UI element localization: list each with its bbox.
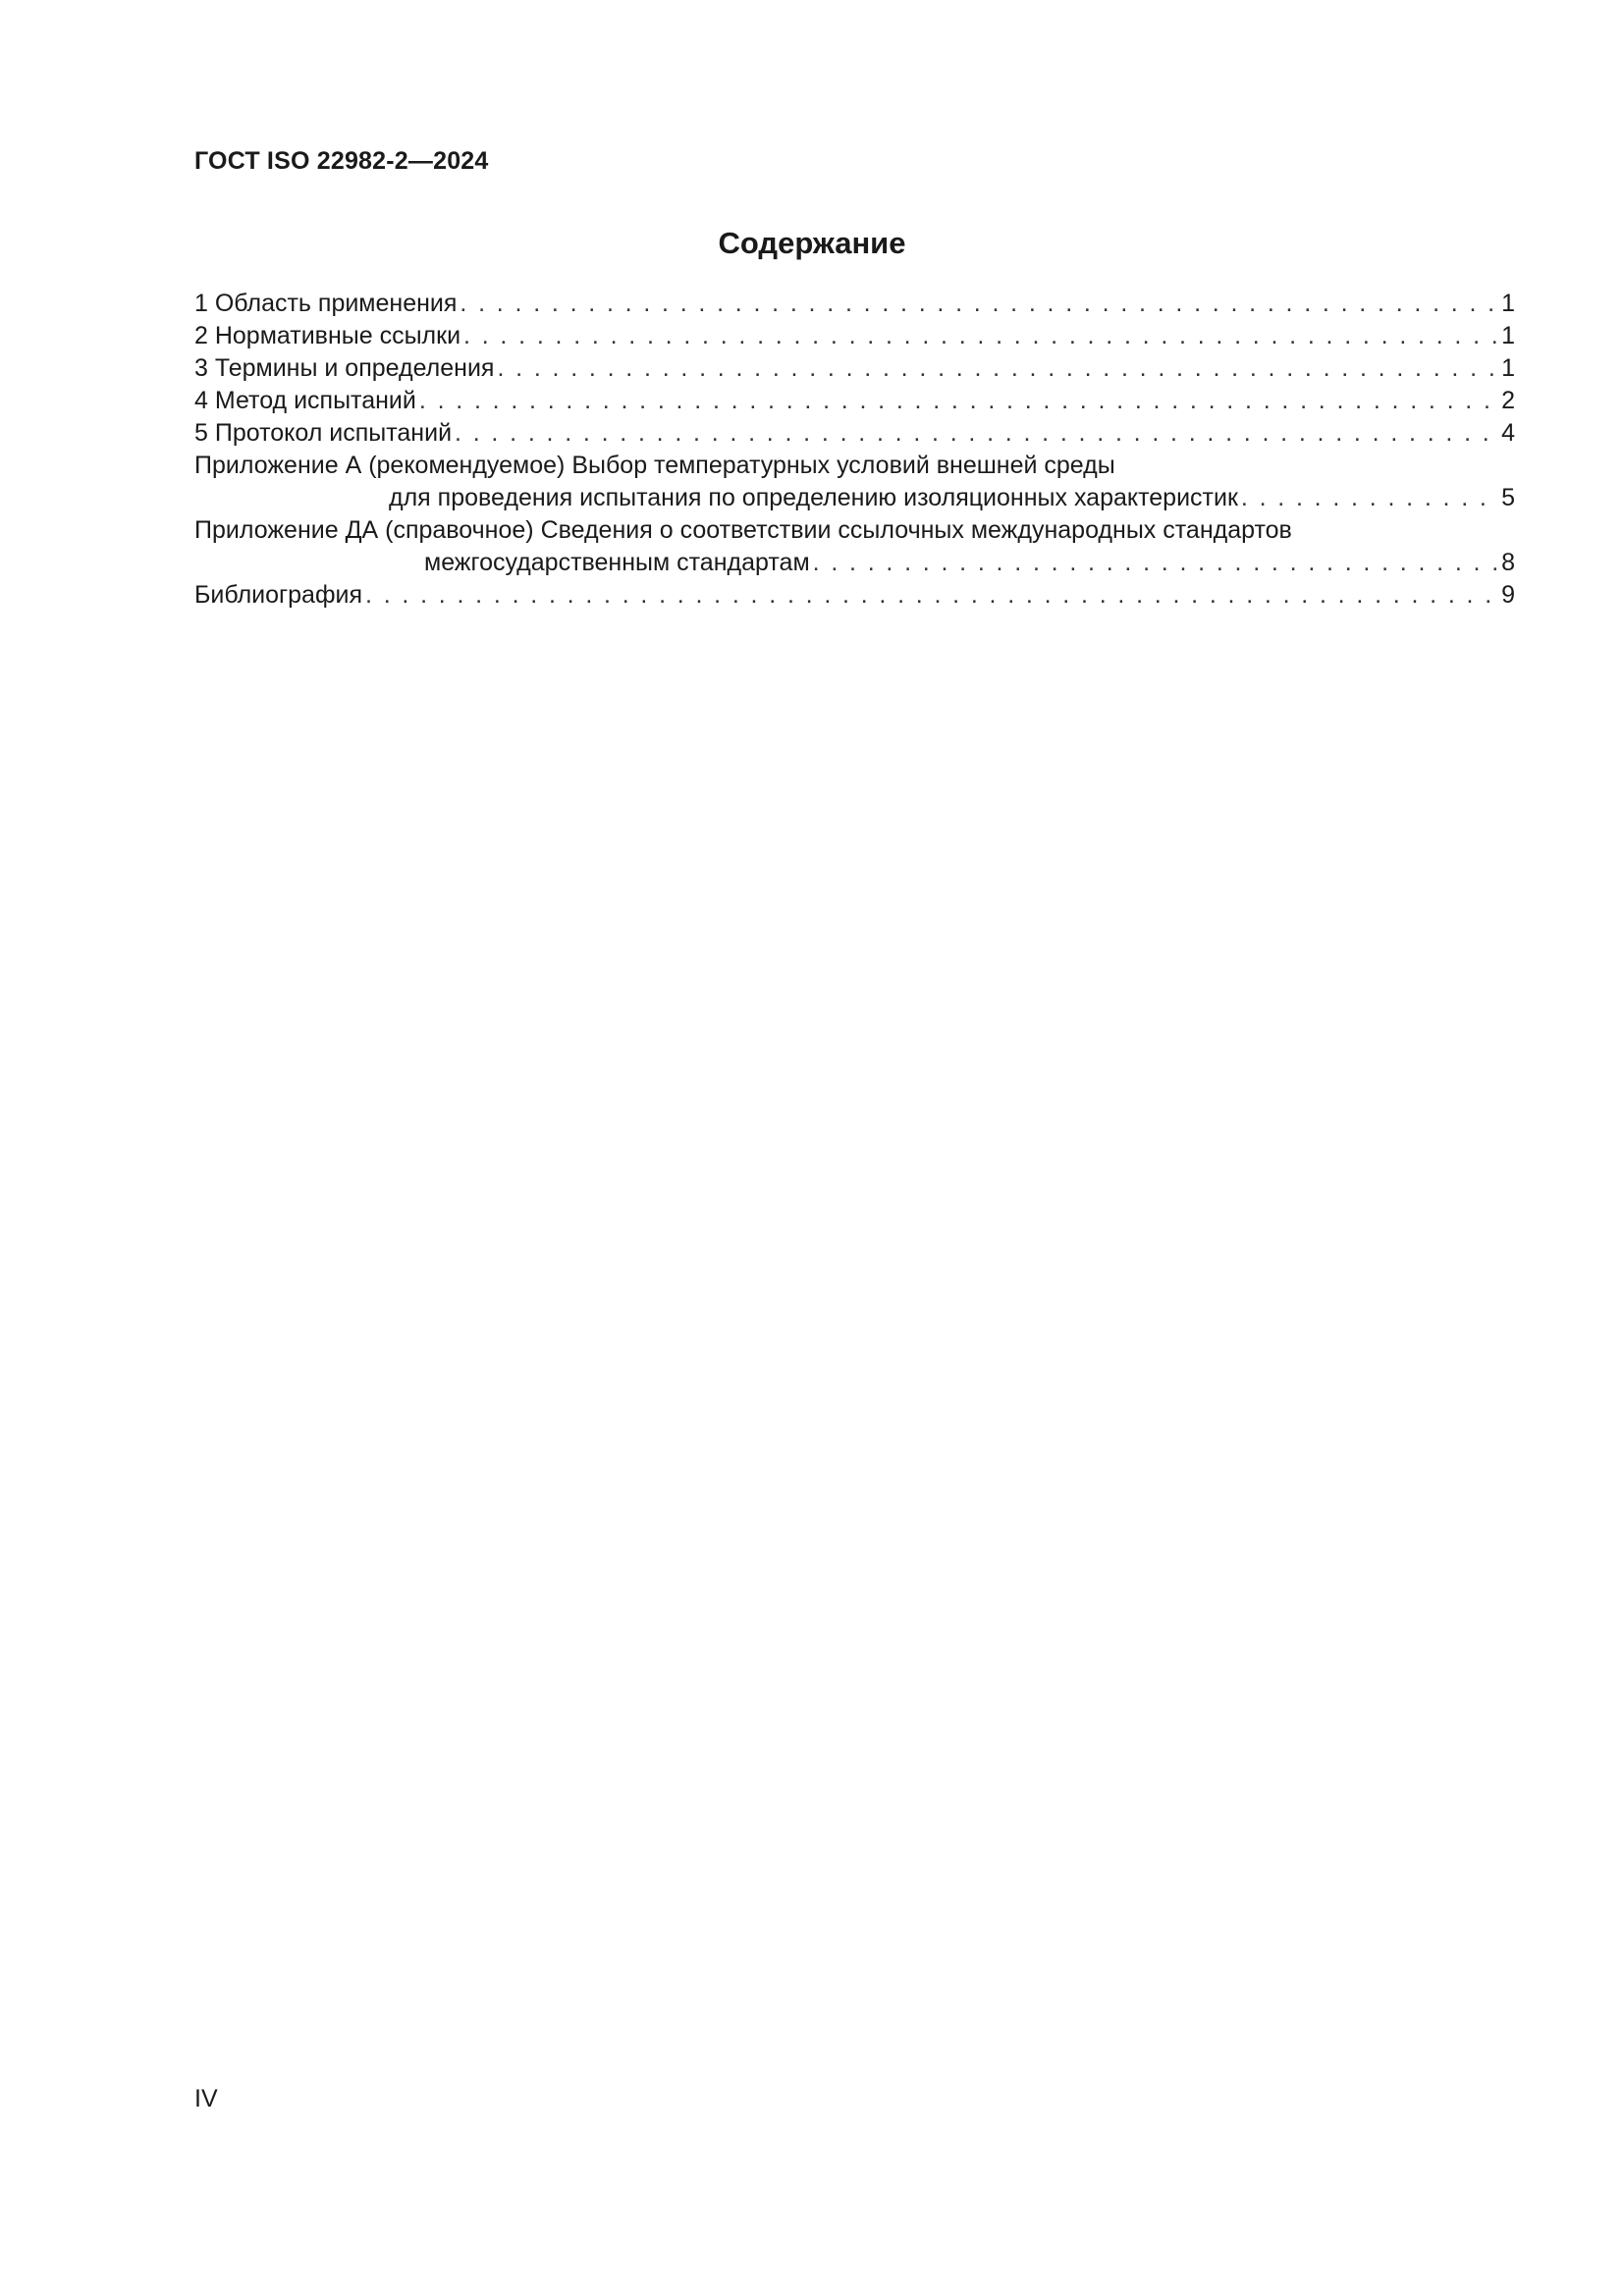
toc-entry-page: 9 bbox=[1501, 581, 1515, 609]
toc-leader-dots bbox=[460, 288, 1498, 320]
toc-entry-page: 1 bbox=[1501, 322, 1515, 349]
toc-entry-label: Приложение ДА (справочное) Сведения о соответствии ссылочных международных стандартов bbox=[194, 516, 1292, 544]
toc-entry-page: 2 bbox=[1501, 387, 1515, 414]
document-id: ГОСТ ISO 22982-2—2024 bbox=[194, 147, 489, 175]
toc-entry-label: 2 Нормативные ссылки bbox=[194, 322, 461, 349]
toc-entry-terms[interactable] bbox=[194, 352, 1515, 385]
toc-entry-annex-da-cont[interactable] bbox=[194, 547, 1515, 579]
toc-entry-normative-references[interactable] bbox=[194, 320, 1515, 352]
toc-leader-dots bbox=[365, 579, 1498, 612]
toc-entry-label: Приложение А (рекомендуемое) Выбор температурных условий внешней среды bbox=[194, 452, 1115, 479]
toc-entry-page: 5 bbox=[1501, 484, 1515, 511]
toc-entry-page: 1 bbox=[1501, 354, 1515, 382]
toc-entry-page: 1 bbox=[1501, 290, 1515, 317]
toc-entry-label: Библиография bbox=[194, 581, 363, 609]
table-of-contents bbox=[194, 288, 1515, 612]
toc-entry-page: 8 bbox=[1501, 549, 1515, 576]
toc-entry-annex-a[interactable] bbox=[194, 450, 1515, 482]
toc-entry-label: 5 Протокол испытаний bbox=[194, 419, 453, 447]
toc-entry-label-cont: межгосударственным стандартам bbox=[424, 549, 810, 576]
toc-entry-label: 3 Термины и определения bbox=[194, 354, 495, 382]
toc-leader-dots bbox=[1241, 482, 1498, 514]
toc-leader-dots bbox=[463, 320, 1498, 352]
toc-entry-test-method[interactable] bbox=[194, 385, 1515, 417]
toc-title: Содержание bbox=[718, 226, 906, 260]
toc-entry-annex-a-cont[interactable] bbox=[194, 482, 1515, 514]
toc-entry-scope[interactable] bbox=[194, 288, 1515, 320]
toc-entry-label: 4 Метод испытаний bbox=[194, 387, 416, 414]
page-number: IV bbox=[194, 2085, 218, 2112]
toc-entry-page: 4 bbox=[1501, 419, 1515, 447]
toc-leader-dots bbox=[813, 547, 1498, 579]
toc-entry-test-report[interactable] bbox=[194, 417, 1515, 450]
toc-leader-dots bbox=[497, 352, 1498, 385]
toc-leader-dots bbox=[419, 385, 1498, 417]
toc-entry-label: 1 Область применения bbox=[194, 290, 458, 317]
toc-leader-dots bbox=[455, 417, 1498, 450]
toc-entry-label-cont: для проведения испытания по определению изоляционных характеристик bbox=[389, 484, 1238, 511]
toc-entry-bibliography[interactable] bbox=[194, 579, 1515, 612]
toc-entry-annex-da[interactable] bbox=[194, 514, 1515, 547]
